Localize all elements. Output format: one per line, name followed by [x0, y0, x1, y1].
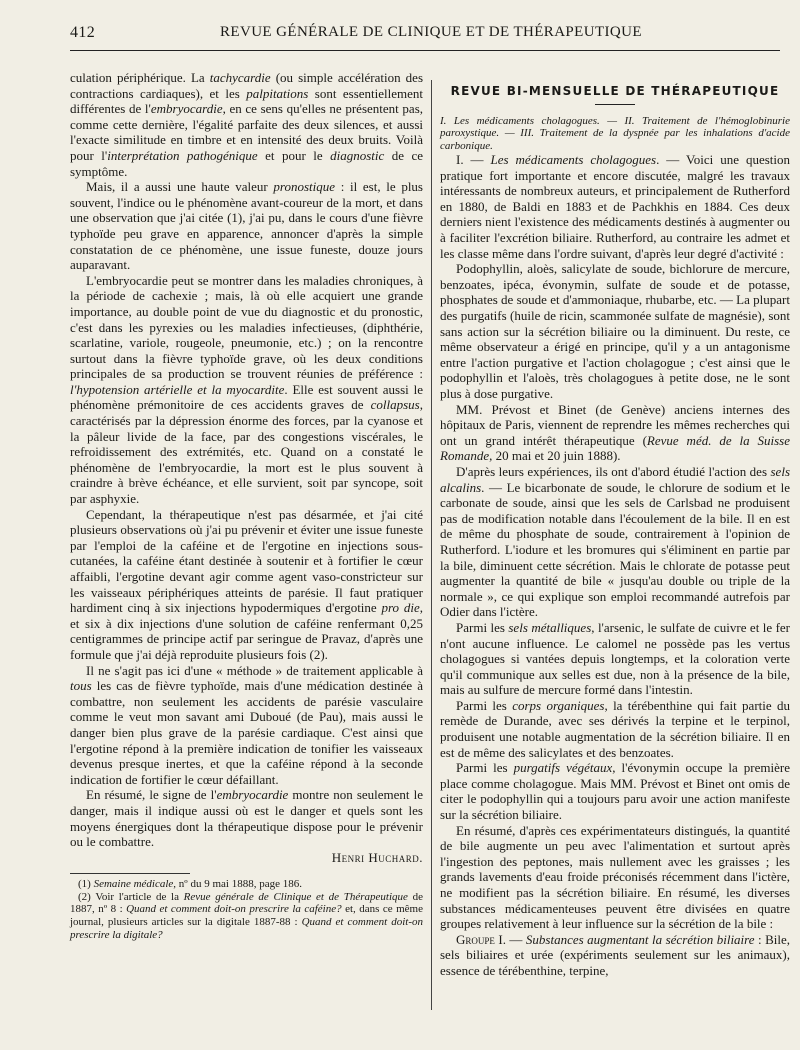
page-number: 412	[70, 24, 96, 41]
column-divider	[431, 80, 432, 1010]
paragraph: culation périphérique. La tachycardie (ou simple accélération des contractions cardiaques), et les palpitations sont essentiellement différentes de l'embryocardie, en ce sens qu'elles ne présentent pas, comme cette dernière, l'égalité parfaite des deux silences, et aussi l'exacte similitude en timbre et en intensité des deux bruits. Voilà pour l'interprétation pathogénique et pour le diagnostic de ce symptôme.	[70, 70, 424, 179]
footnote-1: (1) Semaine médicale, nº du 9 mai 1888, page 186.	[78, 878, 302, 891]
paragraph: MM. Prévost et Binet (de Genève) anciens internes des hôpitaux de Paris, viennent de reprendre les mêmes recherches qui ont un grand intérêt thérapeutique (Revue méd. de la Suisse Romande, 20 mai et 20 juin 1888).	[440, 401, 790, 464]
section-title: REVUE BI-MENSUELLE DE THÉRAPEUTIQUE	[450, 84, 780, 98]
paragraph: L'embryocardie peut se montrer dans les maladies chroniques, à la période de cachexie ; mais, là où elle acquiert une grande importance, au double point de vue du diagnostic et du pronostic, c'est dans les pyrexies ou les maladies infectieuses, (diphthérie, scarlatine, variole, rougeole, pneumonie, etc.) ; on la rencontre surtout dans la fièvre typhoïde grave, où les deux conditions principales de sa production se trouvent réunies de préférence : l'hypotension artérielle et la myocardite. Elle est souvent aussi le phénomène prémonitoire de ces accidents graves de collapsus, caractérisés par la dépression énorme des forces, par la cyanose et la pâleur livide de la face, par des congestions viscérales, le refroidissement des extrémités, etc. Quand on a constaté le phénomène de l'embryocardie, la mort est le plus souvent à craindre à brève échéance, et elle survient, soit par syncope, soit par asphyxie.	[70, 272, 423, 507]
section-rule	[595, 104, 635, 105]
header-rule	[70, 50, 780, 51]
footnote-rule	[70, 873, 190, 874]
paragraph: En résumé, le signe de l'embryocardie montre non seulement le danger, mais il indique aussi où est le danger et quels sont les moyens énergiques dont la thérapeutique dispose pour le prévenir ou le combattre.	[70, 787, 423, 850]
paragraph: I. — Les médicaments cholagogues. — Voici une question pratique fort importante et encore discutée, malgré les travaux intéressants de nombreux auteurs, et principalement de Rutherford en 1880, de Baldi en 1883 et de Pachkhis en 1884. Ces deux derniers nient l'existence des médicaments destinés à augmenter ou à faciliter l'excrétion biliaire. Rutherford, au contraire les admet et les classe même dans l'ordre suivant, d'après leur degré d'activité :	[440, 152, 790, 261]
paragraph: Il ne s'agit pas ici d'une « méthode » de traitement applicable à tous les cas de fièvre typhoïde, mais d'une médication destinée à combattre, non seulement les accidents de parésie vasculaire comme le veut mon savant ami Duboué (de Pau), mais aussi le danger bien plus grave de la parésie cardiaque. C'est ainsi que l'ergotine répond à la première indication de tonifier les vaisseaux devenus presque inertes, et que la caféine répond à la seconde indication de fortifier le cœur défaillant.	[70, 662, 423, 787]
author-signature: Henri Huchard.	[331, 849, 423, 865]
paragraph: Parmi les sels métalliques, l'arsenic, le sulfate de cuivre et le fer n'ont aucune influence. Le calomel ne possède pas les vertus cholagogues si vantées depuis longtemps, et la coloration verte qu'il communique aux selles est due, non à la présence de la bile, mais au sulfure de mercure formé dans l'intestin.	[440, 619, 790, 698]
running-title: REVUE GÉNÉRALE DE CLINIQUE ET DE THÉRAPEUTIQUE	[220, 24, 642, 40]
paragraph: En résumé, d'après ces expérimentateurs distingués, la quantité de bile augmente un peu avec l'alimentation et surtout après l'ingestion des peptones, mais nullement avec les graisses ; les grands lavements d'eau froide préconisés récemment dans l'ictère, ne modifient pas la sécrétion biliaire. En résumé, les diverses substances médicamenteuses peuvent être divisées en quatre groupes relativement à leur influence sur la sécrétion de la bile :	[440, 822, 790, 932]
paragraph: Parmi les corps organiques, la térébenthine qui fait partie du remède de Durande, avec ses dérivés la terpine et le terpinol, produisent une notable augmentation de la sécrétion biliaire. Il en est de même des salicylates et des benzoates.	[440, 697, 790, 760]
right-column	[440, 84, 790, 979]
section-summary: I. Les médicaments cholagogues. — II. Traitement de l'hémoglobinurie paroxystique. — III. Traitement de la dyspnée par les inhalations d'acide carbonique.	[440, 114, 790, 152]
paragraph: Podophyllin, aloès, salicylate de soude, bichlorure de mercure, benzoates, ipéca, évonymin, sulfate de soude et de potasse, phosphates de soude et d'ammoniaque, rhubarbe, etc. — La plupart des purgatifs (huile de ricin, scammonée sulfate de magnésie), sont sans action sur la sécrétion biliaire ou la diminuent. Du reste, ce même observateur a érigé en principe, qu'il y a un antagonisme entre l'action purgative et l'action cholagogue ; c'est ainsi que le podophyllin et l'aloès, très cholagogues à petite dose, ne le sont plus à dose purgative.	[440, 261, 790, 401]
footnote-2: (2) Voir l'article de la Revue générale de Clinique et de Thérapeutique de 1887, nº 8 : Quand et comment doit-on prescrire la caféine? et, dans ce même journal, plusieurs articles sur la digitale 1887-88 : Quand et comment doit-on prescrire la digitale?	[70, 890, 423, 941]
paragraph: D'après leurs expériences, ils ont d'abord étudié l'action des sels alcalins. — Le bicarbonate de soude, le chlorure de sodium et le carbonate de soude, ainsi que les sels de Carlsbad ne produisent pas de modification notable dans l'écoulement de la bile. Il en est de même du phosphate de soude, contrairement à l'opinion de Rutherford. L'iodure et les bromures qui s'éliminent en partie par la bile, diminuent cette sécrétion. Mais le chlorate de potasse peut augmenter la quantité de bile « jusqu'au double ou triple de la normale », ce qui explique son emploi recommandé autrefois par Odier dans l'ictère.	[440, 463, 790, 620]
paragraph: Mais, il a aussi une haute valeur pronostique : il est, le plus souvent, l'indice ou le phénomène avant-coureur de la mort, et dans une observation que j'ai citée (1), j'ai pu, dans le cours d'une fièvre typhoïde peu grave en apparence, annoncer d'après la simple constatation de ce phénomène, une issue funeste, douze jours auparavant.	[70, 179, 423, 273]
page-header	[70, 22, 790, 48]
paragraph: Groupe I. — Substances augmentant la sécrétion biliaire : Bile, sels biliaires et urée (expériments seulement sur les animaux), essence de térébenthine, terpine,	[440, 931, 790, 978]
paragraph: Parmi les purgatifs végétaux, l'évonymin occupe la première place comme cholagogue. Mais MM. Prévost et Binet ont omis de citer le podophyllin qui a toujours paru avoir une action manifeste sur la sécrétion biliaire.	[440, 760, 790, 823]
left-column	[70, 70, 423, 941]
paragraph: Cependant, la thérapeutique n'est pas désarmée, et j'ai cité plusieurs observations où j'ai pu prévenir et éviter une issue funeste par l'emploi de la caféine et de l'ergotine en injections sous-cutanées, la caféine étant destinée à soutenir et à fortifier le cœur affaibli, l'ergotine devant agir comme agent vaso-constricteur sur les vaisseaux périphériques atteints de parésie. Il faut pratiquer hardiment cinq à six injections hypodermiques d'ergotine pro die, et six à dix injections d'une solution de caféine renfermant 0,25 centigrammes de principe actif par seringue de Pravaz, d'après une formule que j'ai déjà reproduite plusieurs fois (2).	[70, 506, 423, 662]
